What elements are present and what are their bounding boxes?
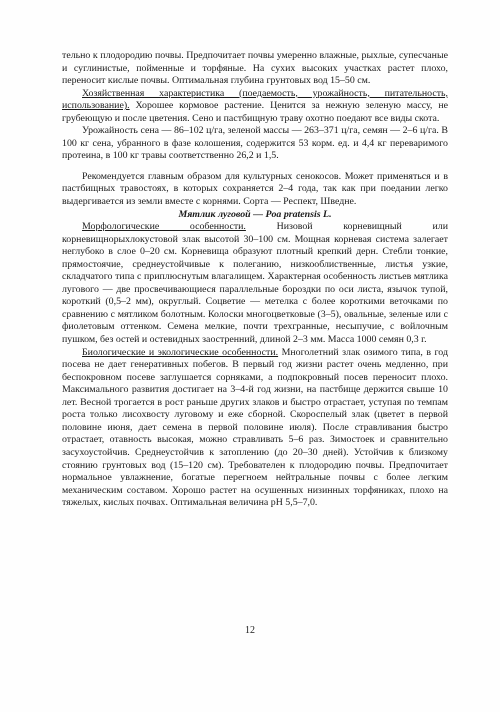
- subheading-biology: Биологические и экологические особенности.: [82, 346, 279, 358]
- paragraph-morphology: [62, 221, 448, 346]
- paragraph-biology: [62, 347, 448, 510]
- biology-text: Многолетний злак озимого типа, в год посева не дает генеративных побегов. В первый год жизни растет очень медленно, при беспокровном посеве заглушается сорняками, а подпокровный посев переносит плохо. Максимального развития достигает на 3–4-й год жизни, на пастбище держится свыше 10 лет. Весной трогается в рост раньше других злаков и быстро отрастает, уступая по темпам роста только лисохвосту луговому и еже сборной. Скороспелый злак (цветет в первой половине июня, дает семена в первой половине июля). После стравливания быстро отрастает, отавность высокая, можно стравливать 5–6 раз. Зимостоек и сравнительно засухоустойчив. Среднеустойчив к затоплению (до 20–30 дней). Устойчив к близкому стоянию грунтовых вод (15–120 см). Требователен к плодородию почвы. Предпочитает нормальное увлажнение, богатые перегноем нейтральные почвы с более легким механическим составом. Хорошо растет на осушенных низинных торфяниках, плохо на тяжелых, кислых почвах. Оптимальная величина рН 5,5–7,0.: [62, 346, 448, 509]
- paragraph-economic: [62, 88, 448, 126]
- economic-text: Хорошее кормовое растение. Ценится за нежную зеленую массу, не грубеющую и после цветения. Сено и пастбищную траву охотно поедают все виды скота.: [62, 100, 448, 124]
- paragraph-yield: Урожайность сена — 86–102 ц/га, зеленой массы — 263–371 ц/га, семян — 2–6 ц/га. В 100 кг сена, убранного в фазе колошения, содержится 53 корм. ед. и 4,4 кг переваримого протеина, в 100 кг травы соответственно 26,2 и 1,5.: [62, 125, 448, 162]
- body-text: [62, 50, 448, 510]
- subheading-morphology: Морфологические особенности.: [82, 221, 246, 233]
- paragraph-recommendation: Рекомендуется главным образом для культурных сенокосов. Может применяться и в пастбищных травостоях, в которых сохраняется 2–4 года, так как при поедании легко выдергивается из земли вместе с корнями. Сорта — Респект, Шведне.: [62, 170, 448, 208]
- subheading-economic: Хозяйственная характеристика (поедаемость, урожайность, питательность, использование).: [62, 87, 448, 112]
- paragraph-soil: тельно к плодородию почвы. Предпочитает почвы умеренно влажные, рыхлые, супесчаные и суглинистые, пойменные и торфяные. На сухих высоких участках растет плохо, переносит кислые почвы. Оптимальная глубина грунтовых вод 15–50 см.: [62, 50, 448, 87]
- page-number: 12: [245, 625, 255, 636]
- morphology-text: Низовой корневищный или корневищнорыхлокустовой злак высотой 30–100 см. Мощная корневая система залегает неглубоко в слое 0–20 см. Корневища образуют плотный крепкий дерн. Стебли тонкие, прямостоячие, среднеустойчивые к полеганию, низкооблиственные, листья узкие, складчатого типа с приплюснутым влагалищем. Характерная особенность листьев мятлика лугового — две просвечивающиеся параллельные бороздки по оси листа, язычок тупой, короткий (0,5–2 мм), округлый. Соцветие — метелка с более короткими веточками по сравнению с мятликом болотным. Колоски многоцветковые (3–5), овальные, зеленые или с фиолетовым оттенком. Семена мелкие, почти трехгранные, несыпучие, с войлочным пушком, без остей и остевидных заостренний, длиной 2–3 мм. Масса 1000 семян 0,3 г.: [62, 221, 448, 346]
- section-title: Мятлик луговой — Poa pratensis L.: [178, 208, 332, 220]
